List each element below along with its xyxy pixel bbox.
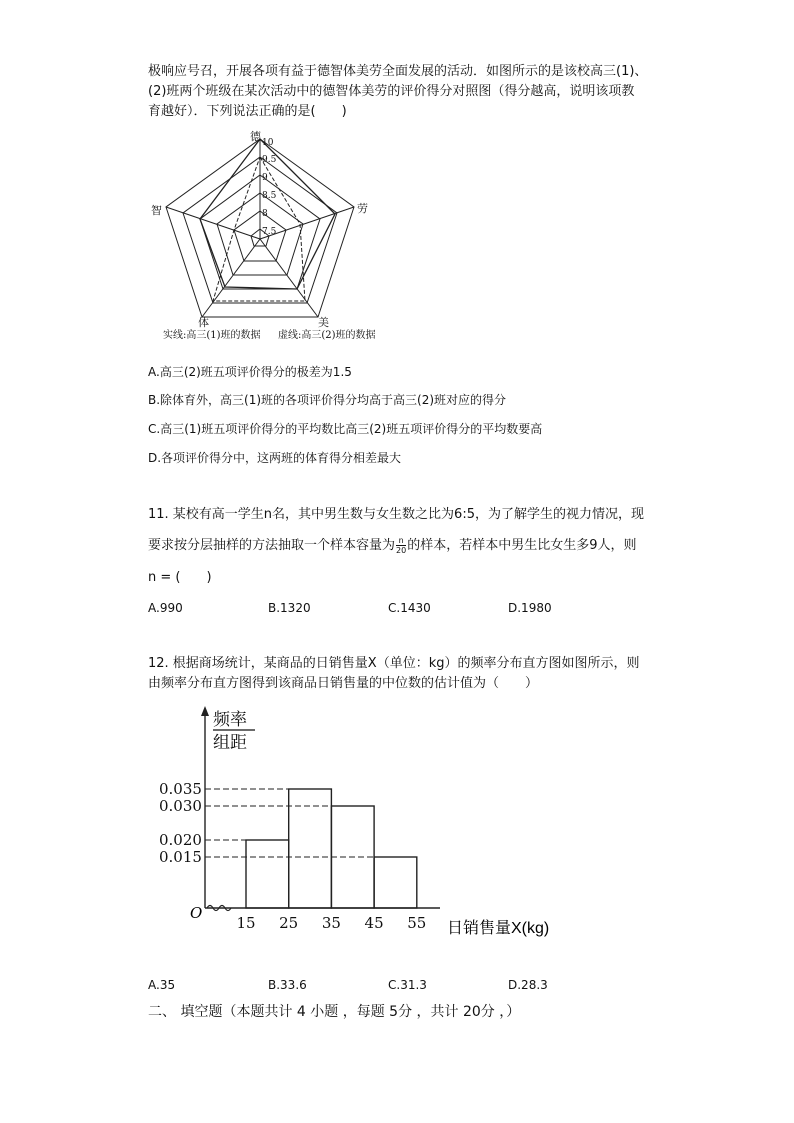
- radar-tick: 8: [262, 209, 268, 219]
- x-tick-label: 55: [407, 914, 427, 932]
- radar-tick: 9: [262, 173, 268, 183]
- radar-axis-label: 劳: [357, 202, 368, 215]
- q12-option-b: B.33.6: [268, 978, 307, 992]
- radar-tick: 7.5: [262, 227, 277, 237]
- y-label-bottom: 组距: [213, 733, 247, 752]
- y-tick-label: 0.015: [159, 848, 202, 866]
- q11-line2: [148, 536, 636, 556]
- x-tick-label: 35: [321, 914, 341, 932]
- q10-intro-line: (2)班两个班级在某次活动中的德智体美劳的评价得分对照图（得分越高，说明该项教: [148, 84, 635, 99]
- q10-option-b: B.除体育外，高三(1)班的各项评价得分均高于高三(2)班对应的得分: [148, 393, 507, 407]
- q10-option-c: C.高三(1)班五项评价得分的平均数比高三(2)班五项评价得分的平均数要高: [148, 422, 543, 436]
- y-label-top: 频率: [213, 710, 247, 729]
- x-tick-label: 25: [279, 914, 299, 932]
- q11-line2-before: 要求按分层抽样的方法抽取一个样本容量为: [148, 538, 396, 553]
- fraction-denominator: 20: [396, 546, 407, 555]
- y-axis-arrow: [201, 706, 209, 716]
- radar-tick: 9.5: [262, 155, 277, 165]
- q10-intro-line: 极响应号召，开展各项有益于德智体美劳全面发展的活动．如图所示的是该校高三(1)、: [148, 64, 648, 79]
- histogram-bar: [374, 857, 417, 908]
- fraction-numerator: n: [396, 536, 406, 546]
- x-tick-label: 45: [364, 914, 384, 932]
- q10-intro-line: 育越好）．下列说法正确的是( ): [148, 104, 347, 119]
- radar-tick: 8.5: [262, 191, 277, 201]
- histogram-bar: [246, 840, 289, 908]
- radar-axis-label: 美: [318, 316, 329, 329]
- q11-option-b: B.1320: [268, 601, 311, 615]
- radar-caption-solid: 实线:高三(1)班的数据: [163, 330, 261, 341]
- q11-option-d: D.1980: [508, 601, 552, 615]
- section2-title: 二、 填空题（本题共计 4 小题 ，每题 5分 ，共计 20分 ，）: [148, 1004, 521, 1020]
- q12-line1: 12. 根据商场统计，某商品的日销售量X（单位：kg）的频率分布直方图如图所示，则: [148, 656, 640, 671]
- radar-axis-label: 德: [250, 130, 261, 143]
- histogram-chart: [150, 700, 570, 950]
- y-tick-label: 0.030: [159, 797, 202, 815]
- q10-intro: [148, 62, 708, 122]
- y-tick-label: 0.035: [159, 780, 202, 798]
- class2-series: [213, 157, 305, 301]
- q10-option-d: D.各项评价得分中，这两班的体育得分相差最大: [148, 451, 402, 465]
- q12-option-d: D.28.3: [508, 978, 548, 992]
- histogram-bar: [289, 789, 332, 908]
- q11-line3: n = ( ): [148, 570, 212, 585]
- q12-option-a: A.35: [148, 978, 176, 992]
- radar-caption-dashed: 虚线:高三(2)班的数据: [278, 330, 376, 341]
- q12-option-c: C.31.3: [388, 978, 427, 992]
- radar-axis-label: 体: [198, 316, 209, 329]
- x-tick-label: 15: [236, 914, 256, 932]
- q12-line2: 由频率分布直方图得到该商品日销售量的中位数的估计值为（ ）: [148, 676, 539, 691]
- x-axis-label: 日销售量X(kg): [447, 920, 550, 937]
- radar-axis-label: 智: [151, 204, 162, 217]
- y-tick-label: 0.020: [159, 831, 202, 849]
- radar-axis: [166, 207, 260, 239]
- q11-option-c: C.1430: [388, 601, 431, 615]
- origin-label: O: [190, 904, 203, 922]
- q11-option-a: A.990: [148, 601, 183, 615]
- q11-line1: 11. 某校有高一学生n名，其中男生数与女生数之比为6:5，为了解学生的视力情况，现: [148, 507, 644, 522]
- q11-line2-after: 的样本，若样本中男生比女生多9人，则: [407, 538, 637, 553]
- q10-option-a: A.高三(2)班五项评价得分的极差为1.5: [148, 365, 352, 379]
- radar-chart: [150, 128, 400, 348]
- radar-tick: 10: [262, 138, 274, 148]
- sample-fraction: [396, 536, 406, 555]
